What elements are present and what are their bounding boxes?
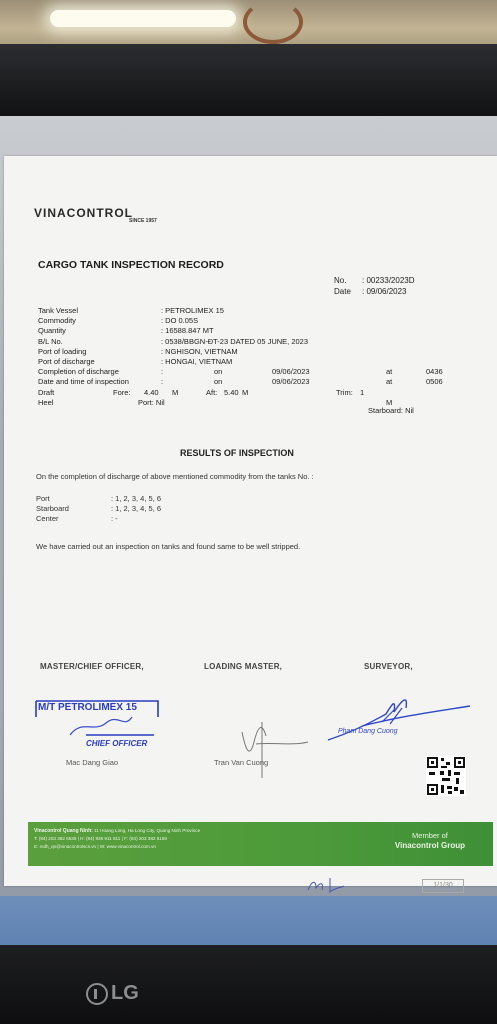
port-loading-value: : NGHISON, VIETNAM <box>161 346 238 356</box>
document-title: CARGO TANK INSPECTION RECORD <box>38 259 224 271</box>
completion-on: on <box>214 367 223 377</box>
tank-vessel-value: : PETROLIMEX 15 <box>161 306 224 315</box>
draft-aft-label: Aft: <box>206 387 218 397</box>
loading-master-signature-icon <box>232 712 312 782</box>
document-footer <box>28 822 493 866</box>
loading-master-heading: LOADING MASTER, <box>204 662 283 671</box>
port-discharge-label: Port of discharge <box>38 356 95 366</box>
monitor-bezel-bottom <box>0 945 497 1024</box>
tank-label: Center <box>36 514 59 524</box>
stamp-title: CHIEF OFFICER <box>86 739 148 748</box>
footer-office: Vinacontrol Quang Ninh: <box>34 828 93 834</box>
draft-fore-unit: M <box>172 387 179 397</box>
inspection-at: at <box>386 377 393 387</box>
lg-logo <box>86 982 139 1005</box>
quantity-label: Quantity <box>38 326 66 336</box>
results-title: RESULTS OF INSPECTION <box>180 448 294 458</box>
footer-phones: T: (84) 203 382 5535 | H: (84) 936 911 811 | F: (84) 203 382 6169 <box>34 836 167 842</box>
footer-membership <box>395 831 465 851</box>
surveyor-name: Pham Dang Cuong <box>338 728 398 735</box>
tank-value: : 1, 2, 3, 4, 5, 6 <box>111 504 162 514</box>
no-label: No. <box>334 276 347 285</box>
document-page <box>4 156 497 889</box>
tank-vessel-label: Tank Vessel <box>38 306 79 315</box>
stripped-note: We have carried out an inspection on tanks and found same to be well stripped. <box>36 542 301 551</box>
date-value: : 09/06/2023 <box>362 287 407 296</box>
port-loading-label: Port of loading <box>38 346 87 356</box>
tank-label: Port <box>36 494 50 503</box>
qr-code-icon <box>426 756 466 796</box>
footer-group: Vinacontrol Group <box>394 841 465 850</box>
lg-brand-text: LG <box>111 982 139 1004</box>
footer-contact <box>34 827 200 850</box>
heel-label: Heel <box>38 397 54 407</box>
quantity-value: : 16588.847 MT <box>161 326 214 336</box>
commodity-value: : DO 0.05S <box>161 316 199 326</box>
tank-value: : - <box>111 514 118 524</box>
company-logo: VINACONTROL <box>34 206 133 220</box>
handwritten-initials-icon <box>304 874 364 896</box>
document-meta <box>334 275 415 297</box>
ceiling-lamp <box>50 10 236 27</box>
draft-aft-value: 5.40 <box>224 387 239 397</box>
completion-date: 09/06/2023 <box>272 367 310 377</box>
draft-trim-label: Trim: <box>336 387 353 397</box>
inspection-label: Date and time of inspection <box>38 377 129 387</box>
footer-address: 11 Hoang Long, Ha Long City, Quang Ninh Province <box>94 828 201 833</box>
monitor-screen <box>0 116 497 945</box>
master-name: Mac Dang Giao <box>66 758 119 767</box>
ship-stamp <box>34 699 160 755</box>
draft-trim-value: 1 <box>360 387 365 397</box>
surveyor-signature-icon <box>322 682 472 752</box>
results-intro: On the completion of discharge of above mentioned commodity from the tanks No. : <box>36 472 314 481</box>
company-since: SINCE 1957 <box>129 218 157 224</box>
commodity-label: Commodity <box>38 316 76 326</box>
completion-time: 0436 <box>426 367 443 377</box>
footer-contact-line: E: mdh_qn@vinacontrolscs.vn | W: www.vinacontrol.com.vn <box>34 843 156 849</box>
monitor-bezel-top <box>0 44 497 116</box>
draft-aft-unit: M <box>242 387 249 397</box>
loading-master-name: Tran Van Cuong <box>214 758 269 767</box>
page-number-box: 1/1/30 <box>422 879 464 893</box>
master-heading: MASTER/CHIEF OFFICER, <box>40 662 144 671</box>
stamp-vessel-name: M/T PETROLIMEX 15 <box>38 702 137 713</box>
heel-starboard: Starboard: Nil <box>368 405 414 415</box>
completion-colon: : <box>161 367 164 377</box>
lg-logo-icon <box>86 983 108 1005</box>
vessel-details <box>38 306 478 415</box>
heel-port: Port: Nil <box>138 397 165 407</box>
tank-value: : 1, 2, 3, 4, 5, 6 <box>111 494 162 503</box>
date-label: Date <box>334 287 351 296</box>
completion-label: Completion of discharge <box>38 367 119 377</box>
bl-no-label: B/L No. <box>38 336 63 346</box>
completion-at: at <box>386 367 393 377</box>
footer-member-of: Member of <box>412 831 448 840</box>
no-value: : 00233/2023D <box>362 276 415 285</box>
draft-trim-unit: M <box>386 397 393 407</box>
bl-no-value: : 0538/BBGN-ĐT-23 DATED 05 JUNE, 2023 <box>161 336 309 346</box>
inspection-time: 0506 <box>426 377 443 387</box>
inspection-on: on <box>214 377 223 387</box>
draft-fore-value: 4.40 <box>144 387 159 397</box>
port-discharge-value: : HONGAI, VIETNAM <box>161 356 233 366</box>
tank-label: Starboard <box>36 504 69 514</box>
inspection-date: 09/06/2023 <box>272 377 310 387</box>
surveyor-heading: SURVEYOR, <box>364 662 413 671</box>
screen-bottom-band <box>0 896 497 945</box>
inspection-colon: : <box>161 377 164 387</box>
ceiling-background <box>0 0 497 48</box>
draft-fore-label: Fore: <box>113 387 131 397</box>
draft-label: Draft <box>38 387 55 397</box>
ceiling-ornament <box>243 0 303 44</box>
